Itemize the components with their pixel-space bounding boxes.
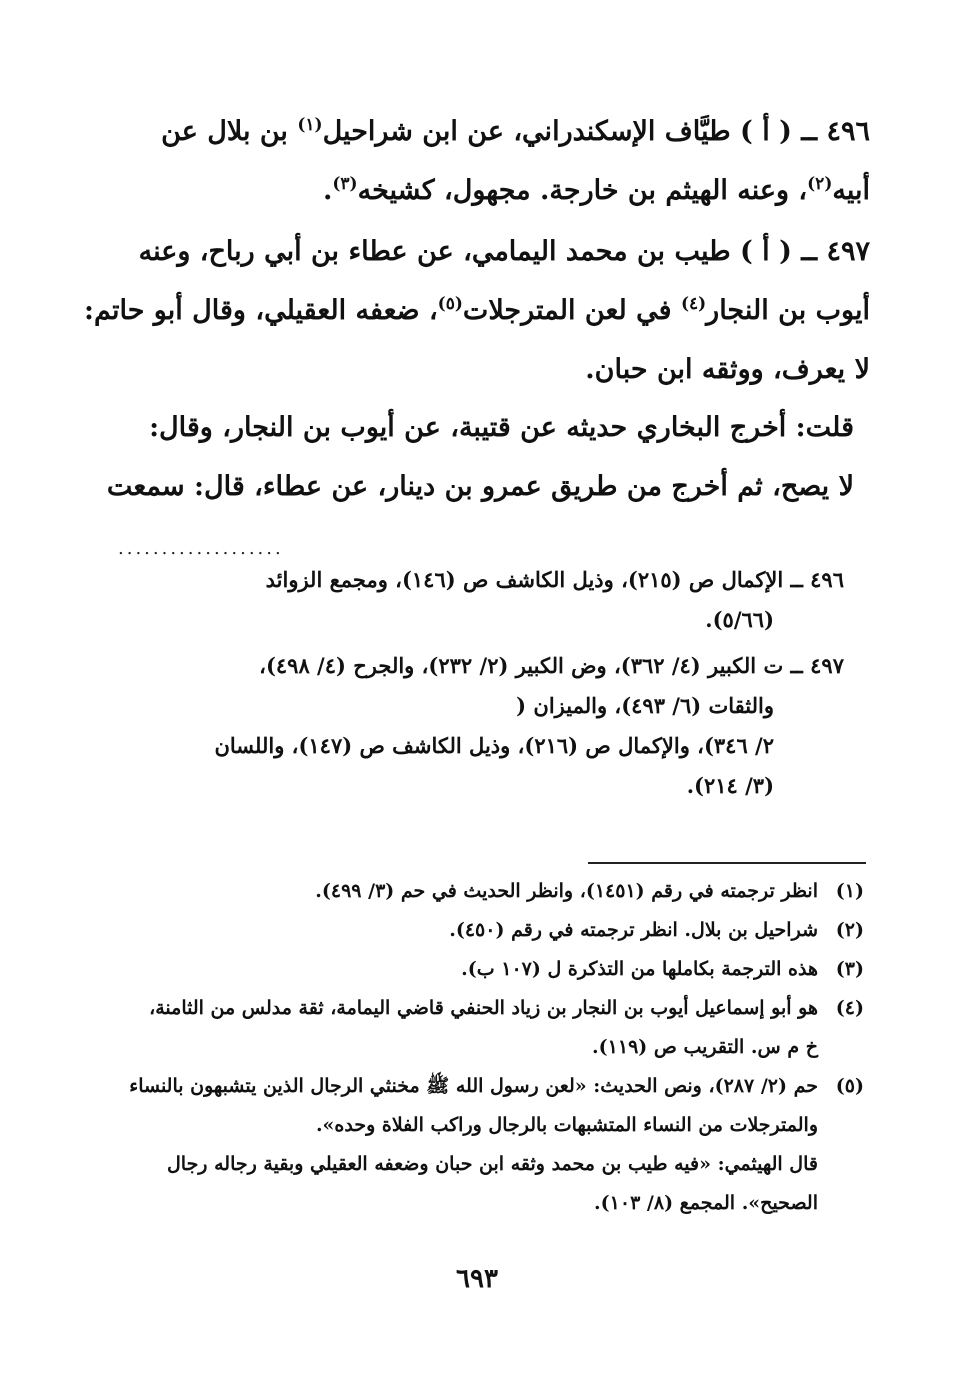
entry-text: . <box>322 175 333 206</box>
entry-497-line-1: ٤٩٧ ــ ( أ ) طيب بن محمد اليمامي، عن عطاء بن أبي رباح، وعنه <box>138 236 870 267</box>
footnote-number: (١) <box>835 880 864 902</box>
reference-line: (٥/٦٦). <box>705 607 774 632</box>
entry-text: ، ضعفه العقيلي، وقال أبو حاتم: <box>84 295 438 326</box>
footnote-line: قال الهيثمي: «فيه طيب بن محمد وثقه ابن حبان وضعفه العقيلي وبقية رجاله رجال <box>166 1153 818 1175</box>
entry-text: ٤٩٦ ــ ( أ ) طيَّاف الإسكندراني، عن ابن شراحيل <box>322 116 870 147</box>
entry-text: أيوب بن النجار <box>706 295 870 326</box>
footnote-ref-1[interactable]: (١) <box>297 115 323 135</box>
footnote-line: حم (٢/ ٢٨٧)، ونص الحديث: «لعن رسول الله ﷺ مخنثي الرجال الذين يتشبهون بالنساء <box>129 1075 818 1097</box>
entry-497 <box>80 222 870 399</box>
footnote-line: الصحيح». المجمع (٨/ ١٠٣). <box>594 1192 818 1214</box>
qult-paragraph <box>84 398 854 516</box>
entry-text: أبيه <box>832 175 870 206</box>
reference-line: (٣/ ٢١٤). <box>686 773 774 798</box>
footnote-text: هذه الترجمة بكاملها من التذكرة ل (١٠٧ ب). <box>461 958 818 980</box>
entry-496-line-1 <box>80 102 870 161</box>
footnote-number: (٢) <box>835 919 864 941</box>
footnote-4 <box>86 989 864 1067</box>
footnotes <box>86 872 864 1223</box>
footnote-3 <box>86 950 864 989</box>
footnote-ref-3[interactable]: (٣) <box>332 174 358 194</box>
qult-line-2: لا يصح، ثم أخرج من طريق عمرو بن دينار، عن عطاء، قال: سمعت <box>106 471 854 502</box>
reference-line: والثقات (٦/ ٤٩٣)، والميزان ( <box>516 693 774 718</box>
footnote-number: (٥) <box>835 1075 864 1097</box>
reference-line: ٤٩٧ ــ ت الكبير (٤/ ٣٦٢)، وض الكبير (٢/ ٢٣٢)، والجرح (٤/ ٤٩٨)، <box>259 653 844 678</box>
entry-text: ، وعنه الهيثم بن خارجة. مجهول، كشيخه <box>357 175 808 206</box>
qult-line-1: قلت: أخرج البخاري حديثه عن قتيبة، عن أيوب بن النجار، وقال: <box>149 412 854 443</box>
footnote-ref-4[interactable]: (٤) <box>680 294 707 314</box>
reference-line: ٢/ ٣٤٦)، والإكمال ص (٢١٦)، وذيل الكاشف ص (١٤٧)، واللسان <box>214 733 774 758</box>
reference-line: ٤٩٦ ــ الإكمال ص (٢١٥)، وذيل الكاشف ص (١٤٦)، ومجمع الزوائد <box>265 567 844 592</box>
entry-496-line-2 <box>80 161 870 220</box>
footnote-line: هو أبو إسماعيل أيوب بن النجار بن زياد الحنفي قاضي اليمامة، ثقة مدلس من الثامنة، <box>149 997 818 1019</box>
footnote-ref-2[interactable]: (٢) <box>807 174 833 194</box>
footnote-divider <box>588 862 866 864</box>
footnote-1 <box>86 872 864 911</box>
separator-dots: ................... <box>118 538 284 559</box>
footnote-text: شراحيل بن بلال. انظر ترجمته في رقم (٤٥٠). <box>449 919 818 941</box>
footnote-5 <box>86 1067 864 1223</box>
page-number: ٦٩٣ <box>456 1264 498 1294</box>
footnote-text <box>86 1067 818 1223</box>
footnote-text: انظر ترجمته في رقم (١٤٥١)، وانظر الحديث في حم (٣/ ٤٩٩). <box>315 880 818 902</box>
references-497 <box>92 646 844 806</box>
footnote-number: (٣) <box>835 958 864 980</box>
footnote-line: خ م س. التقريب ص (١١٩). <box>592 1036 818 1058</box>
entry-497-line-3: لا يعرف، ووثقه ابن حبان. <box>585 354 870 385</box>
footnote-number: (٤) <box>835 997 864 1019</box>
footnote-ref-5[interactable]: (٥) <box>437 294 463 314</box>
references-496 <box>92 560 844 640</box>
footnote-line: والمترجلات من النساء المتشبهات بالرجال وراكب الفلاة وحده». <box>315 1114 818 1136</box>
footnote-2 <box>86 911 864 950</box>
entry-497-line-2 <box>80 281 870 340</box>
footnote-text <box>86 989 818 1067</box>
entry-text: بن بلال عن <box>161 116 298 147</box>
entry-496 <box>80 102 870 220</box>
entry-text: في لعن المترجلات <box>462 295 681 326</box>
